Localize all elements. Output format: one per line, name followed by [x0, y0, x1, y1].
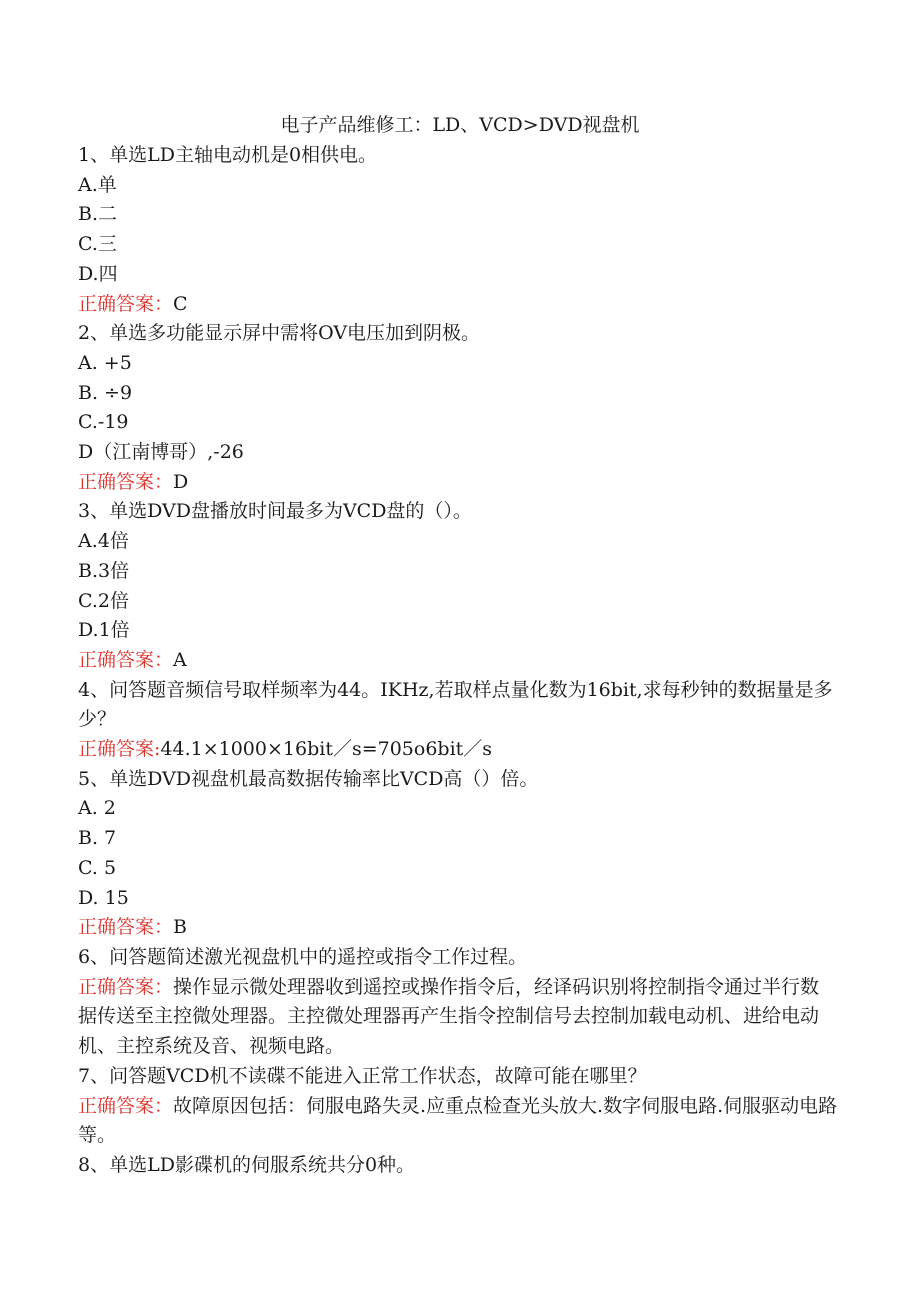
answer-label: 正确答案: [78, 738, 161, 761]
question-1-option-b: B.二 [78, 203, 118, 226]
answer-label: 正确答案： [78, 648, 174, 671]
question-1-option-d: D.四 [78, 262, 118, 285]
question-3-option-d: D.1倍 [78, 619, 130, 642]
question-1-stem: 1、单选LD主轴电动机是0相供电。 [78, 144, 378, 166]
question-5-stem: 5、单选DVD视盘机最高数据传输率比VCD高（）倍。 [78, 767, 539, 790]
answer-value: 44.1×1000×16bit／s=705o6bit／s [160, 738, 493, 761]
answer-value: D [173, 470, 189, 493]
question-5-option-a: A. 2 [78, 797, 116, 820]
question-3-stem: 3、单选DVD盘播放时间最多为VCD盘的（）。 [78, 500, 472, 523]
question-2-answer [78, 468, 838, 498]
answer-value: 故障原因包括：伺服电路失灵.应重点检查光头放大.数字伺服电路.伺服驱动电路等。 [78, 1094, 838, 1147]
answer-label: 正确答案： [78, 1094, 174, 1117]
question-2-option-b: B. ÷9 [78, 381, 133, 404]
question-5-option-c: C. 5 [78, 856, 117, 879]
question-2-stem: 2、单选多功能显示屏中需将OV电压加到阴极。 [78, 322, 481, 345]
question-2-option-d: D（江南博哥）,-26 [78, 441, 244, 464]
question-5-option-b: B. 7 [78, 827, 117, 850]
answer-label: 正确答案： [78, 470, 174, 493]
question-list [78, 141, 838, 1181]
question-3-option-a: A.4倍 [78, 530, 129, 553]
question-6-stem: 6、问答题简述激光视盘机中的遥控或指令工作过程。 [78, 945, 528, 968]
question-7-answer [78, 1092, 838, 1151]
question-3-option-c: C.2倍 [78, 589, 129, 612]
question-2-option-a: A. +5 [78, 351, 132, 374]
answer-label: 正确答案： [78, 975, 174, 998]
question-7-stem: 7、问答题VCD机不读碟不能进入正常工作状态，故障可能在哪里？ [78, 1064, 647, 1087]
document-title: 电子产品维修工：LD、VCD>DVD视盘机 [280, 114, 640, 136]
question-5-option-d: D. 15 [78, 886, 129, 909]
question-1-option-a: A.单 [78, 173, 117, 196]
answer-label: 正确答案： [78, 916, 174, 939]
question-5-answer [78, 913, 838, 943]
answer-value: C [173, 292, 188, 315]
question-1-option-c: C.三 [78, 233, 117, 256]
question-8-stem: 8、单选LD影碟机的伺服系统共分0种。 [78, 1153, 416, 1176]
answer-value: B [173, 916, 187, 939]
question-4-answer [78, 735, 838, 765]
answer-value: A [173, 648, 187, 671]
question-2-option-c: C.-19 [78, 411, 129, 434]
question-3-option-b: B.3倍 [78, 559, 130, 582]
question-6-answer [78, 973, 838, 1062]
answer-value: 操作显示微处理器收到遥控或操作指令后，经译码识别将控制指令通过半行数据传送至主控微处理器。主控微处理器再产生指令控制信号去控制加载电动机、进给电动机、主控系统及音、视频电路。 [78, 975, 820, 1058]
question-4-stem: 4、问答题音频信号取样频率为44。IKHz,若取样点量化数为16bit,求每秒钟的数据量是多少？ [78, 678, 833, 731]
answer-label: 正确答案： [78, 292, 174, 315]
question-1-answer [78, 290, 838, 320]
question-3-answer [78, 646, 838, 676]
